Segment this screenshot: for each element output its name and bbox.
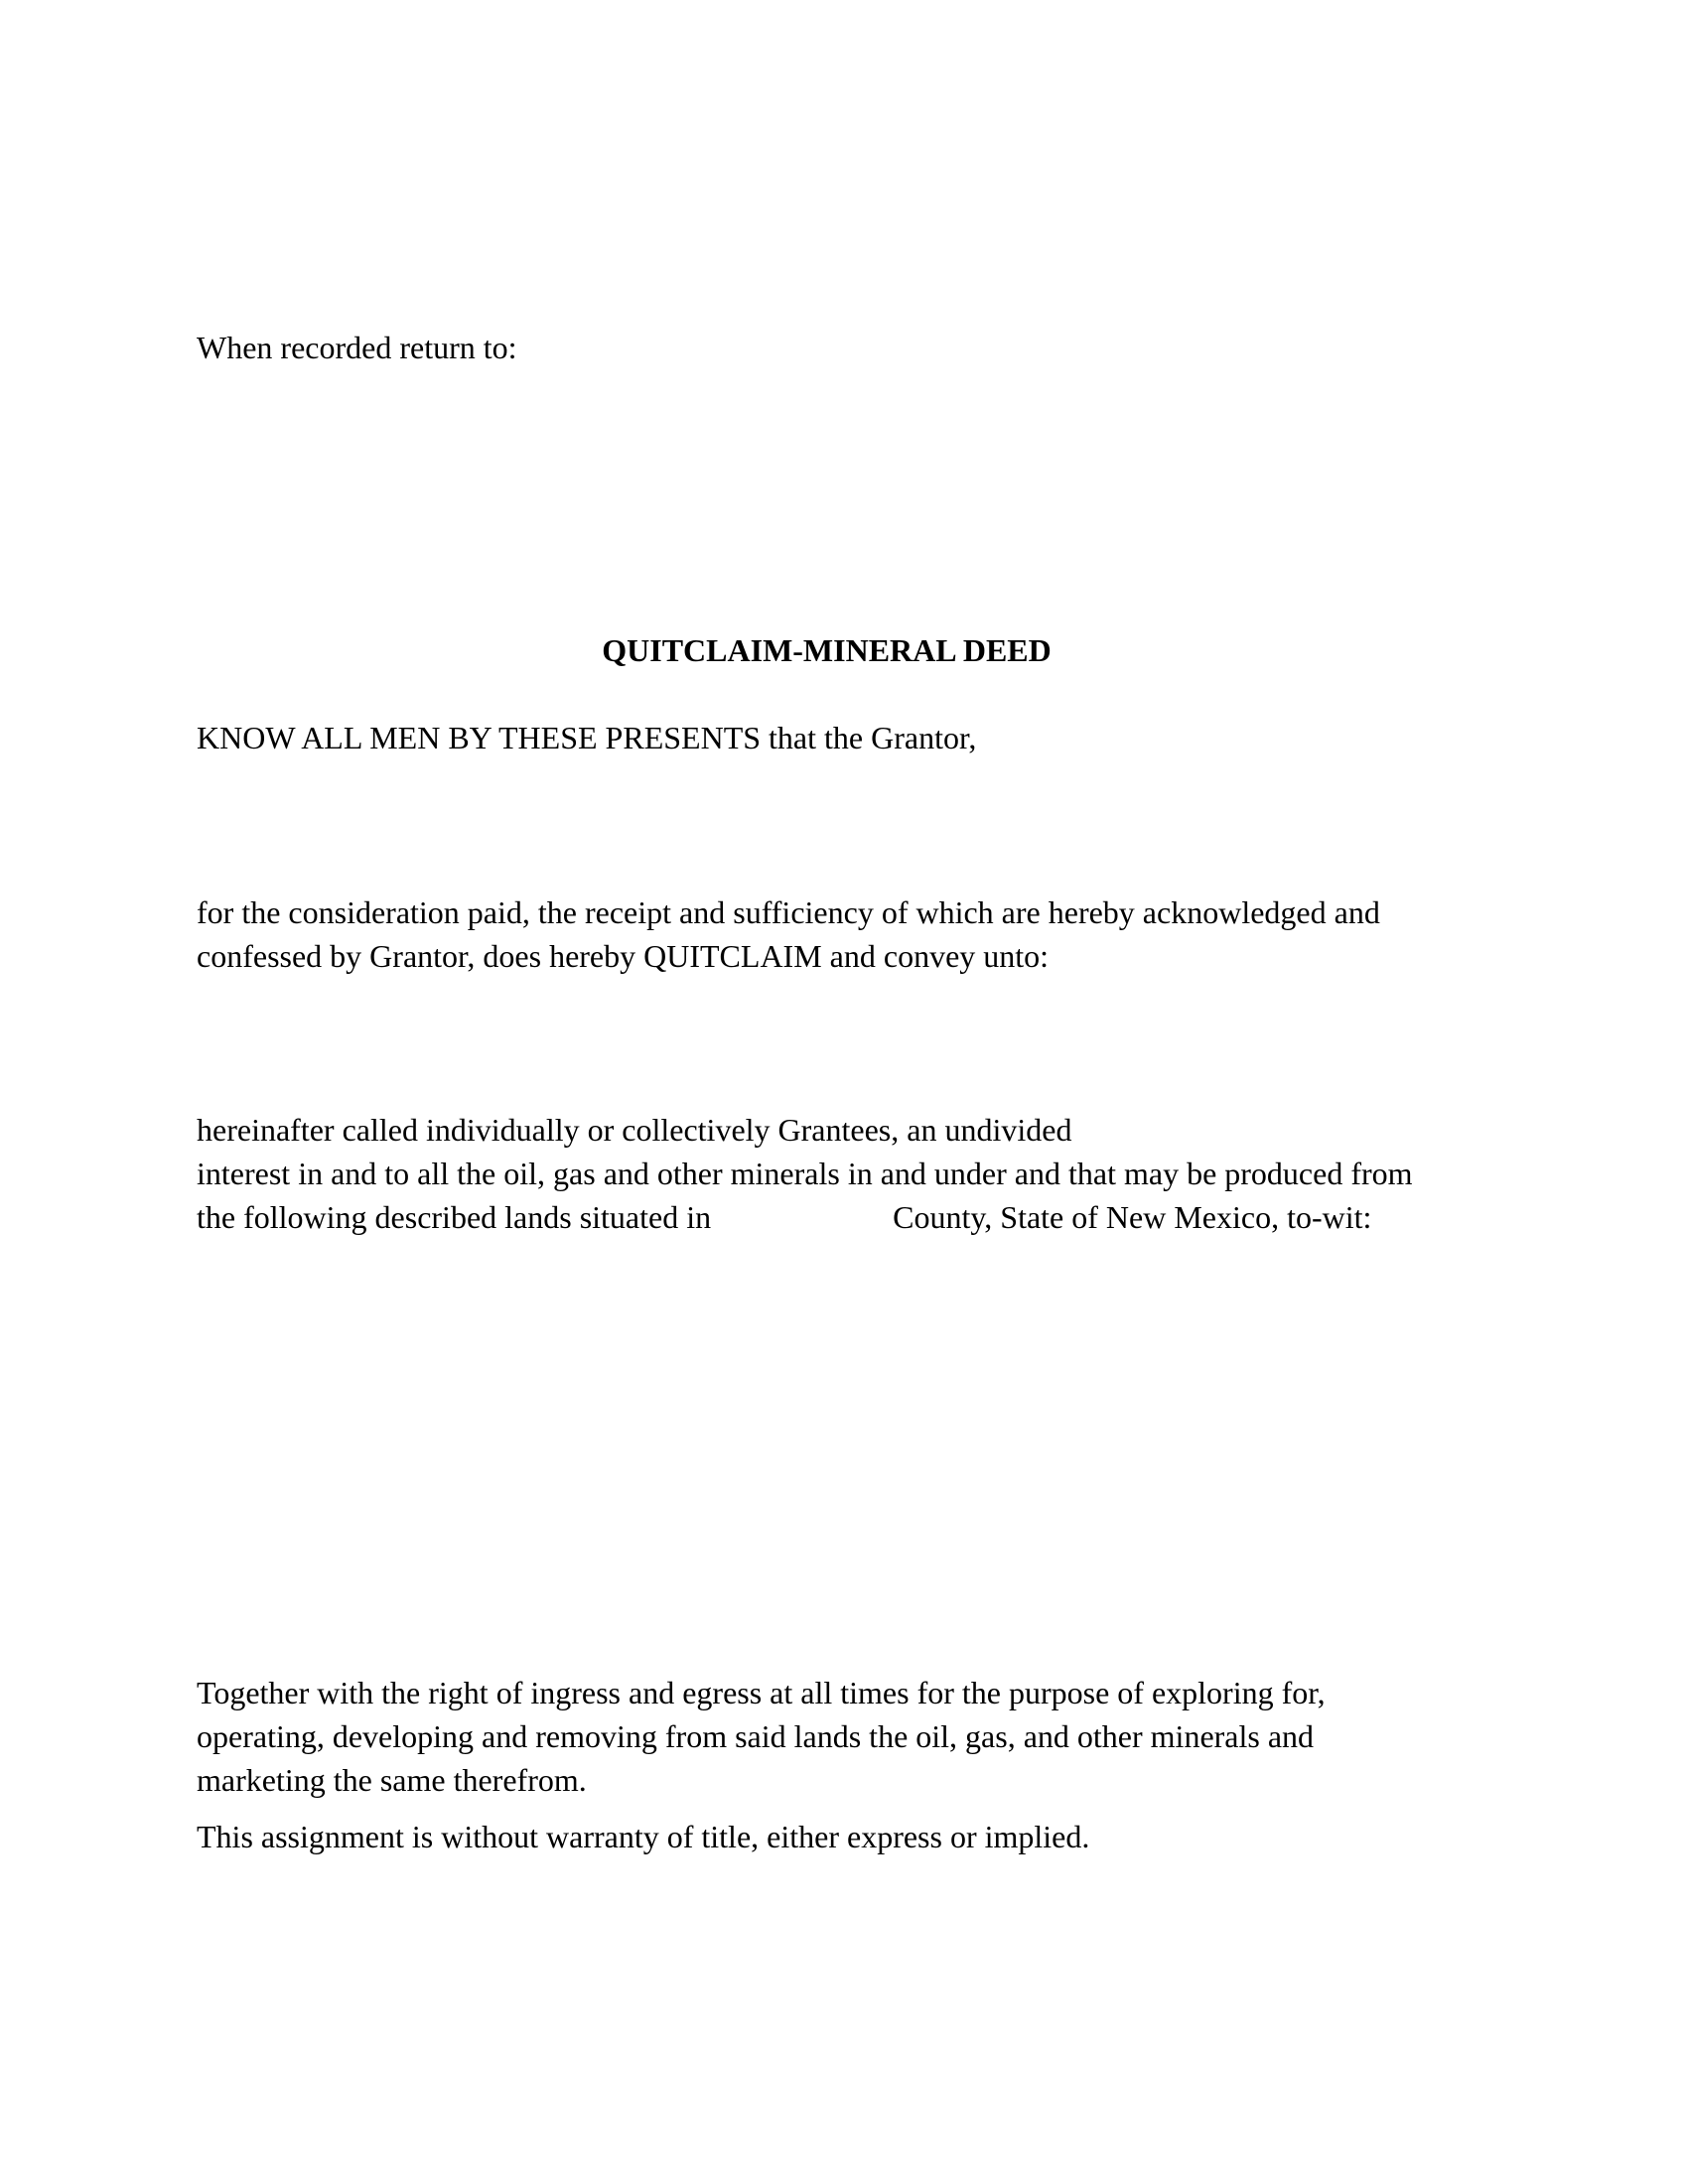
rights-line-1: Together with the right of ingress and egress at all times for the purpose of exploring for, [197, 1675, 1326, 1710]
grantees-line-3 [197, 1197, 1371, 1237]
rights-line-2: operating, developing and removing from said lands the oil, gas, and other minerals and [197, 1718, 1315, 1754]
consideration-line-2: confessed by Grantor, does hereby QUITCLAIM and convey unto: [197, 938, 1050, 974]
lands-situated-text: the following described lands situated in [197, 1199, 712, 1235]
grantees-line-2: interest in and to all the oil, gas and other minerals in and under and that may be produced from [197, 1156, 1413, 1191]
intro-line: KNOW ALL MEN BY THESE PRESENTS that the Grantor, [197, 720, 977, 755]
deed-title: QUITCLAIM-MINERAL DEED [602, 632, 1052, 668]
consideration-line-1: for the consideration paid, the receipt and sufficiency of which are hereby acknowledged and [197, 894, 1380, 930]
county-state-text: County, State of New Mexico, to-wit: [893, 1199, 1372, 1235]
warranty-line: This assignment is without warranty of title, either express or implied. [197, 1819, 1090, 1854]
return-to-label: When recorded return to: [197, 330, 517, 365]
grantees-line-1: hereinafter called individually or collectively Grantees, an undivided [197, 1112, 1072, 1148]
rights-line-3: marketing the same therefrom. [197, 1762, 587, 1798]
